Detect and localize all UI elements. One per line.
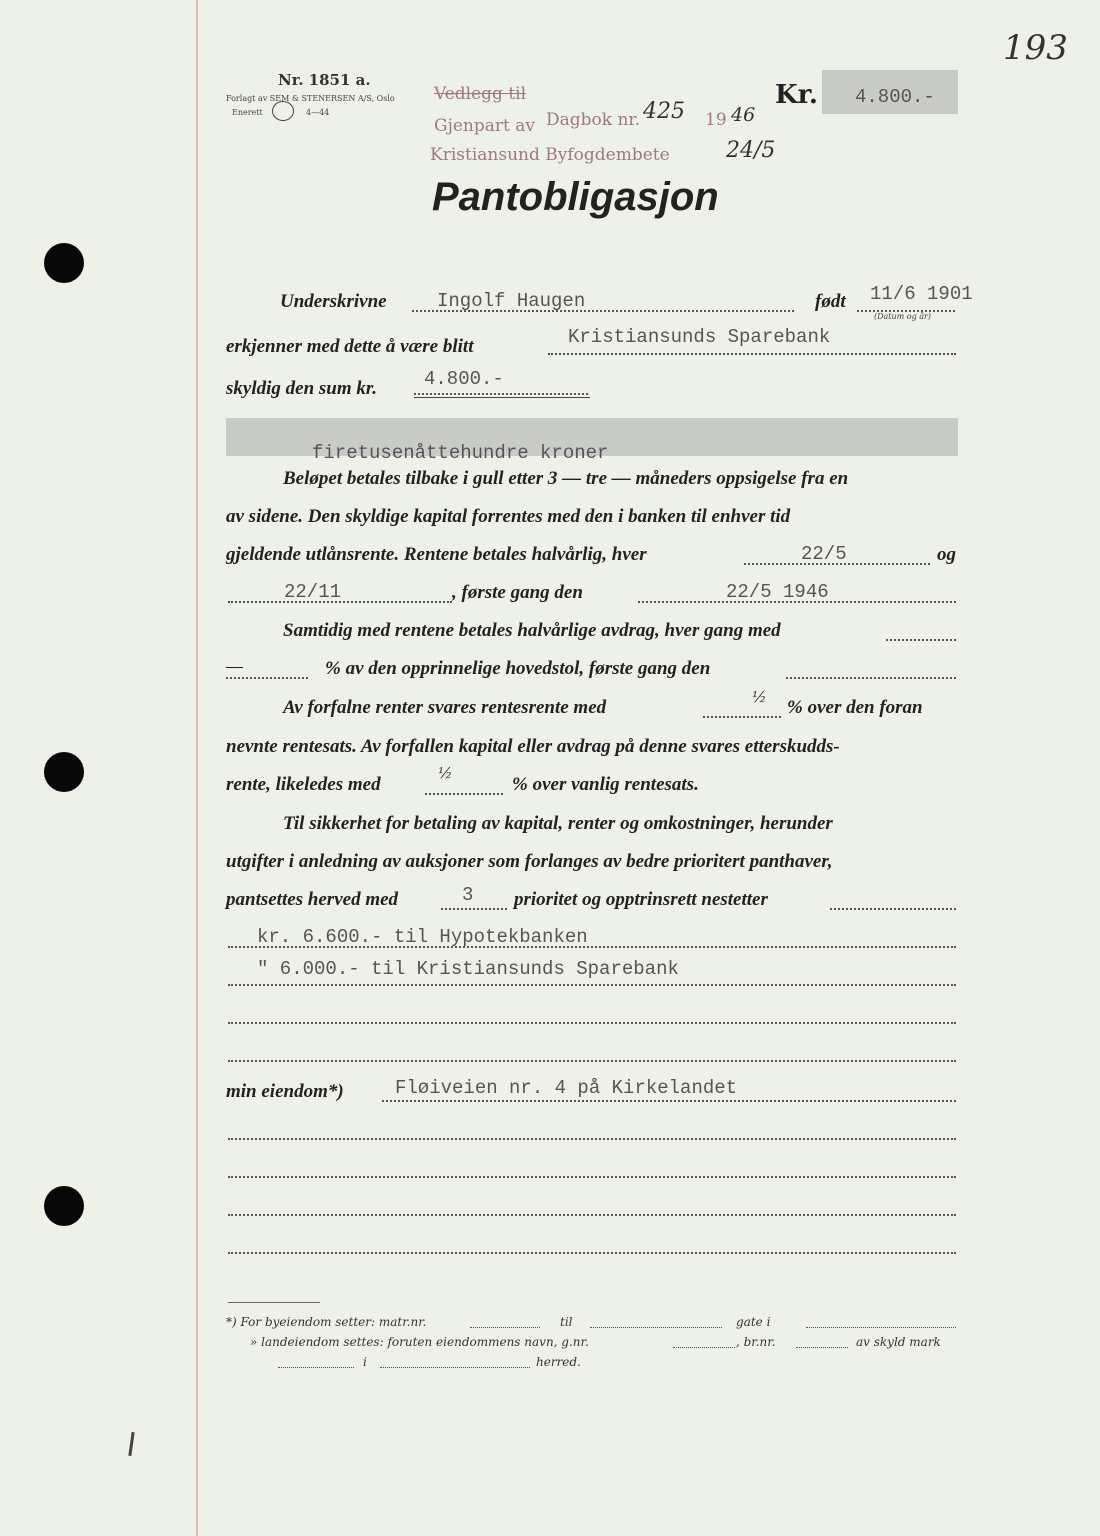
p3-line1a: Av forfalne renter svares rentesrente med (283, 697, 607, 718)
property-value: Fløiveien nr. 4 på Kirkelandet (395, 1077, 738, 1099)
stamp-date-handwritten: 24/5 (726, 138, 776, 163)
punch-hole-top (44, 243, 84, 283)
owe-label: skyldig den sum kr. (226, 378, 377, 399)
first-date: 22/5 1946 (726, 581, 829, 603)
p2-line1: Samtidig med rentene betales halvårlige avdrag, hver gang med (283, 620, 781, 641)
footnote-dots-5 (796, 1347, 848, 1348)
interest-date2: 22/11 (284, 581, 342, 603)
punch-hole-bottom (44, 1186, 84, 1226)
installment-value: — (226, 656, 243, 677)
margin-line (196, 0, 198, 1536)
p4-line2: utgifter i anledning av auksjoner som forlanges av bedre prioritert panthaver, (226, 851, 833, 872)
overdue-rate: ½ (752, 688, 767, 706)
p2-line2-dots (786, 677, 956, 679)
stamp-year-suffix: 46 (731, 104, 756, 126)
publisher-enerett: Enerett (232, 108, 263, 117)
owe-line (414, 393, 588, 395)
footnote-line1b: til (560, 1315, 573, 1329)
footnote-dots-7 (380, 1367, 530, 1368)
publisher-date: 4—44 (306, 108, 330, 117)
footnote-line3a: i (363, 1355, 367, 1369)
lien-line-4 (228, 1060, 956, 1062)
p3-line2: nevnte rentesats. Av forfallen kapital eller avdrag på denne svares etterskudds- (226, 736, 840, 757)
property-line-3 (228, 1176, 956, 1178)
footnote-line2c: av skyld mark (856, 1335, 941, 1349)
interest-date1: 22/5 (801, 543, 847, 565)
footnote-dots-2 (590, 1327, 722, 1328)
form-number: Nr. 1851 a. (278, 71, 371, 89)
footnote-dots-3 (806, 1327, 956, 1328)
p1-line2: av sidene. Den skyldige kapital forrentes med den i banken til enhver tid (226, 506, 791, 527)
p1-line1: Beløpet betales tilbake i gull etter 3 — tre — måneders oppsigelse fra en (283, 468, 849, 489)
property-line-4 (228, 1214, 956, 1216)
page-number: 193 (1003, 28, 1068, 68)
p4-line3a: pantsettes herved med (226, 889, 399, 910)
footnote-line2b: , br.nr. (736, 1335, 776, 1349)
footnote-line1c: gate i (736, 1315, 771, 1329)
footnote-dots-4 (673, 1347, 735, 1348)
owe-value: 4.800.- (424, 368, 504, 390)
undersigned-label: Underskrivne (280, 291, 387, 312)
first-time-label: , første gang den (452, 582, 583, 603)
amount-currency-label: Kr. (775, 80, 818, 110)
document-title: Pantobligasjon (432, 175, 719, 219)
prior-lien-2: " 6.000.- til Kristiansunds Sparebank (257, 958, 679, 980)
born-hint: (Datum og år) (874, 312, 931, 321)
punch-hole-middle (44, 752, 84, 792)
stamp-dagbok-number: 425 (643, 99, 685, 124)
p3-line1b: % over den foran (787, 697, 923, 718)
undersigned-value: Ingolf Haugen (437, 290, 586, 312)
p1-line3: gjeldende utlånsrente. Rentene betales halvårlig, hver (226, 544, 647, 565)
p4-line3-dots (830, 908, 956, 910)
stamp-gjenpart: Gjenpart av (434, 116, 535, 136)
p2-line1-dots (886, 639, 956, 641)
footnote-dots-1 (470, 1327, 540, 1328)
priority-line (441, 908, 507, 910)
born-value: 11/6 1901 (870, 283, 973, 305)
stamp-office: Kristiansund Byfogdembete (430, 145, 670, 165)
pen-mark (128, 1432, 134, 1456)
creditor-value: Kristiansunds Sparebank (568, 326, 831, 348)
property-label: min eiendom*) (226, 1081, 344, 1102)
acknowledge-label: erkjenner med dette å være blitt (226, 336, 474, 357)
p4-line3b: prioritet og opptrinsrett nestetter (514, 889, 768, 910)
and-label: og (937, 544, 956, 565)
p3-line3a: rente, likeledes med (226, 774, 381, 795)
property-line-2 (228, 1138, 956, 1140)
stamp-dagbok-label: Dagbok nr. (546, 110, 641, 130)
publisher-logo (272, 101, 294, 121)
stamp-vedlegg: Vedlegg til (434, 84, 527, 104)
lien-line-3 (228, 1022, 956, 1024)
amount-value: 4.800.- (855, 86, 935, 108)
late-rate: ½ (438, 764, 453, 782)
footnote-line1a: *) For byeiendom setter: matr.nr. (226, 1315, 427, 1329)
property-line (382, 1100, 956, 1102)
creditor-line (548, 353, 956, 355)
owe-underline (414, 397, 590, 398)
stamp-year-prefix: 19 (705, 110, 727, 130)
p2-line2: % av den opprinnelige hovedstol, første gang den (325, 658, 711, 679)
prior-lien-1: kr. 6.600.- til Hypotekbanken (257, 926, 588, 948)
priority-value: 3 (462, 884, 474, 906)
amount-in-words: firetusenåttehundre kroner (312, 442, 609, 464)
born-label: født (815, 291, 846, 312)
p3-line3b: % over vanlig rentesats. (512, 774, 699, 795)
p4-line1: Til sikkerhet for betaling av kapital, renter og omkostninger, herunder (283, 813, 833, 834)
footnote-line3b: herred. (536, 1355, 581, 1369)
publisher-line: Forlagt av SEM & STENERSEN A/S, Oslo (226, 94, 395, 103)
footnote-dots-6 (278, 1367, 354, 1368)
lien-line-2 (228, 984, 956, 986)
property-line-5 (228, 1252, 956, 1254)
overdue-rate-line (703, 716, 781, 718)
late-rate-line (425, 793, 503, 795)
footnote-rule (228, 1302, 320, 1303)
footnote-line2a: » landeiendom settes: foruten eiendommens navn, g.nr. (250, 1335, 589, 1349)
